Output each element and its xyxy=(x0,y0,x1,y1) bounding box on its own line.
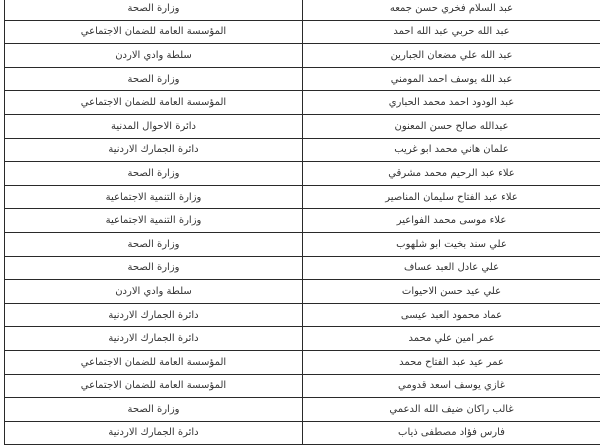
agency-cell: دائرة الجمارك الاردنية xyxy=(5,303,303,327)
table-row xyxy=(5,0,600,20)
agency-cell: المؤسسة العامة للضمان الاجتماعي xyxy=(5,91,303,115)
employee-name-cell: علي سند بخيت ابو شلهوب xyxy=(303,232,600,256)
agency-cell: وزارة الصحة xyxy=(5,0,303,20)
table-row xyxy=(5,185,600,209)
table-row xyxy=(5,256,600,280)
table-row xyxy=(5,398,600,422)
table-row xyxy=(5,67,600,91)
table-row xyxy=(5,91,600,115)
employee-name-cell: عبدالله صالح حسن المعنون xyxy=(303,114,600,138)
agency-cell: وزارة الصحة xyxy=(5,67,303,91)
table-row xyxy=(5,138,600,162)
agency-cell: المؤسسة العامة للضمان الاجتماعي xyxy=(5,374,303,398)
names-table xyxy=(4,0,600,445)
employee-name-cell: فارس فؤاد مصطفى ذياب xyxy=(303,421,600,445)
employee-name-cell: علاء موسى محمد الفواعير xyxy=(303,209,600,233)
employee-name-cell: علي عيد حسن الاحيوات xyxy=(303,280,600,304)
employee-name-cell: علي عادل العبد عساف xyxy=(303,256,600,280)
names-table-body xyxy=(5,0,600,445)
employee-name-cell: عبد السلام فخري حسن جمعه xyxy=(303,0,600,20)
agency-cell: وزارة الصحة xyxy=(5,232,303,256)
agency-cell: دائرة الجمارك الاردنية xyxy=(5,421,303,445)
table-row xyxy=(5,162,600,186)
employee-name-cell: عمر عيد عبد الفتاح محمد xyxy=(303,350,600,374)
employee-name-cell: غازي يوسف اسعد قدومي xyxy=(303,374,600,398)
table-row xyxy=(5,303,600,327)
table-row xyxy=(5,20,600,44)
employee-name-cell: عماد محمود العبد عيسى xyxy=(303,303,600,327)
agency-cell: دائرة الجمارك الاردنية xyxy=(5,327,303,351)
table-row xyxy=(5,232,600,256)
agency-cell: دائرة الجمارك الاردنية xyxy=(5,138,303,162)
agency-cell: وزارة الصحة xyxy=(5,162,303,186)
table-row xyxy=(5,44,600,68)
agency-cell: وزارة الصحة xyxy=(5,398,303,422)
employee-name-cell: غالب راكان ضيف الله الدعمي xyxy=(303,398,600,422)
agency-cell: المؤسسة العامة للضمان الاجتماعي xyxy=(5,20,303,44)
agency-cell: المؤسسة العامة للضمان الاجتماعي xyxy=(5,350,303,374)
agency-cell: سلطة وادي الاردن xyxy=(5,44,303,68)
table-row xyxy=(5,114,600,138)
table-row xyxy=(5,209,600,233)
employee-name-cell: عبد الودود احمد محمد الحباري xyxy=(303,91,600,115)
employee-name-cell: عبد الله حربي عبد الله احمد xyxy=(303,20,600,44)
employee-name-cell: علاء عبد الفتاح سليمان المناصير xyxy=(303,185,600,209)
employee-name-cell: علاء عبد الرحيم محمد مشرقي xyxy=(303,162,600,186)
agency-cell: وزارة التنمية الاجتماعية xyxy=(5,209,303,233)
table-row xyxy=(5,350,600,374)
employee-name-cell: عبد الله يوسف احمد المومني xyxy=(303,67,600,91)
table-row xyxy=(5,280,600,304)
agency-cell: وزارة التنمية الاجتماعية xyxy=(5,185,303,209)
employee-name-cell: عبد الله علي مضعان الجبارين xyxy=(303,44,600,68)
table-row xyxy=(5,327,600,351)
table-row xyxy=(5,421,600,445)
table-row xyxy=(5,374,600,398)
employee-name-cell: علمان هاني محمد ابو غريب xyxy=(303,138,600,162)
agency-cell: دائرة الاحوال المدنية xyxy=(5,114,303,138)
agency-cell: وزارة الصحة xyxy=(5,256,303,280)
employee-name-cell: عمر امين علي محمد xyxy=(303,327,600,351)
agency-cell: سلطة وادي الاردن xyxy=(5,280,303,304)
